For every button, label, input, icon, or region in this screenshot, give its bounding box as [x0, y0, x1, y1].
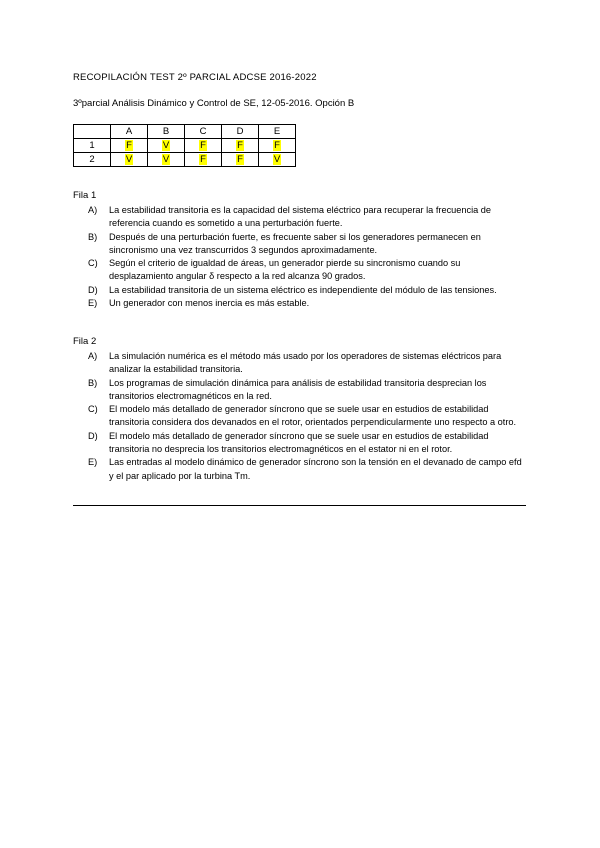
option-text: Un generador con menos inercia es más estable.	[109, 298, 310, 309]
option-text: Los programas de simulación dinámica para análisis de estabilidad transitoria desprecian los transitorios electromagnéticos en la red.	[109, 377, 487, 401]
document-title: RECOPILACIÓN TEST 2º PARCIAL ADCSE 2016-2022	[73, 72, 317, 83]
column-header: C	[185, 125, 222, 139]
option-text: Según el criterio de igualdad de áreas, un generador pierde su sincronismo cuando su desplazamiento angular δ respecto a la red alcanza 90 grados.	[109, 258, 461, 282]
row-label: 1	[74, 139, 111, 153]
question-item	[73, 284, 525, 297]
answer-cell	[111, 153, 148, 167]
option-letter: D)	[88, 284, 98, 295]
answer-value: V	[162, 140, 170, 151]
answer-table-header-row	[74, 125, 296, 139]
answer-value: F	[126, 140, 132, 151]
option-text: Las entradas al modelo dinámico de generador síncrono son la tensión en el devanado de campo efd y el par aplicado por la turbina Tm.	[109, 457, 522, 481]
option-text: El modelo más detallado de generador síncrono que se suele usar en estudios de estabilidad transitoria no desprecia los transitorios electromagnéticos en el estator ni en el rotor.	[109, 430, 489, 455]
fila-1-section	[73, 190, 525, 310]
column-header: B	[148, 125, 185, 139]
answer-value: V	[125, 154, 133, 165]
option-letter: D)	[88, 430, 98, 441]
answer-table	[73, 124, 296, 167]
answer-cell	[222, 139, 259, 153]
question-item	[73, 430, 525, 457]
option-letter: B)	[88, 231, 98, 242]
option-letter: B)	[88, 377, 98, 388]
option-letter: C)	[88, 404, 98, 415]
option-text: La simulación numérica es el método más usado por los operadores de sistemas eléctricos para analizar la estabilidad transitoria.	[109, 351, 502, 375]
answer-value: F	[237, 154, 243, 165]
answer-value: F	[200, 154, 206, 165]
answer-value: F	[200, 140, 206, 151]
answer-cell	[111, 139, 148, 153]
option-text: La estabilidad transitoria de un sistema eléctrico es independiente del módulo de las tensiones.	[109, 284, 497, 295]
answer-cell	[185, 153, 222, 167]
fila-1-title: Fila 1	[73, 190, 97, 201]
answer-value: V	[162, 154, 170, 165]
document-subtitle: 3ºparcial Análisis Dinámico y Control de SE, 12-05-2016. Opción B	[73, 98, 355, 109]
fila-2-title: Fila 2	[73, 336, 97, 347]
answer-cell	[185, 139, 222, 153]
question-item	[73, 204, 525, 231]
answer-cell	[259, 139, 296, 153]
answer-value: V	[273, 154, 281, 165]
question-item	[73, 257, 525, 284]
option-text: El modelo más detallado de generador síncrono que se suele usar en estudios de estabilidad transitoria considera dos devanados en el rotor, orientados perpendicularmente uno respecto a otro.	[109, 404, 517, 428]
answer-cell	[148, 153, 185, 167]
option-text: Después de una perturbación fuerte, es frecuente saber si los generadores permanecen en sincronismo una vez transcurridos 3 segundos aproximadamente.	[109, 231, 481, 255]
question-item	[73, 297, 525, 310]
answer-value: F	[274, 140, 280, 151]
question-item	[73, 456, 525, 483]
answer-table-row	[74, 139, 296, 153]
horizontal-rule	[73, 505, 526, 506]
answer-table-row	[74, 153, 296, 167]
question-item	[73, 231, 525, 258]
answer-cell	[222, 153, 259, 167]
fila-2-section	[73, 336, 525, 483]
option-letter: A)	[88, 205, 98, 215]
answer-cell	[259, 153, 296, 167]
column-header: E	[259, 125, 296, 139]
question-item	[73, 403, 525, 430]
question-item	[73, 350, 525, 377]
answer-value: F	[237, 140, 243, 151]
column-header: D	[222, 125, 259, 139]
option-letter: E)	[88, 298, 98, 309]
question-item	[73, 377, 525, 404]
column-header: A	[111, 125, 148, 139]
option-letter: C)	[88, 258, 98, 269]
answer-table-corner	[74, 125, 111, 139]
option-text: La estabilidad transitoria es la capacidad del sistema eléctrico para recuperar la frecuencia de referencia cuando es sometido a una perturbación fuerte.	[109, 205, 492, 229]
row-label: 2	[74, 153, 111, 167]
answer-cell	[148, 139, 185, 153]
option-letter: A)	[88, 351, 98, 361]
option-letter: E)	[88, 457, 98, 468]
